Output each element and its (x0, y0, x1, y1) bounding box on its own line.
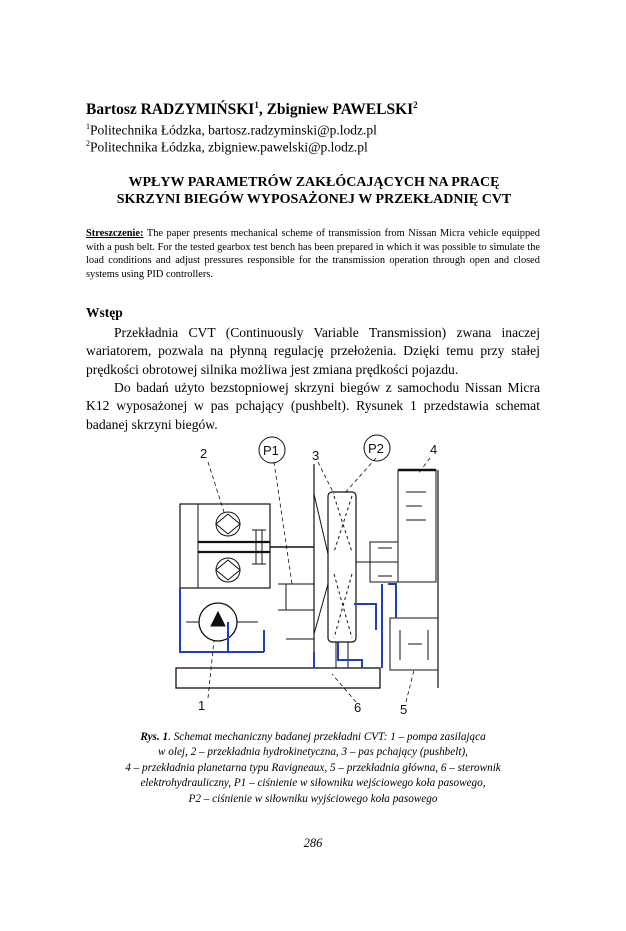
caption-line-3: 4 – przekładnia planetarna typu Ravigneaux, 5 – przekładnia główna, 6 – sterownik (125, 761, 501, 774)
main-gear (390, 470, 438, 688)
base-plate (176, 668, 380, 688)
label-6: 6 (354, 700, 362, 715)
cvt-schematic-figure (168, 434, 452, 722)
label-2: 2 (200, 446, 208, 461)
label-1: 1 (198, 698, 206, 713)
label-4: 4 (430, 442, 438, 457)
abstract (86, 227, 540, 281)
page-number: 286 (303, 836, 323, 850)
author-2-name: Zbigniew PAWELSKI (266, 101, 414, 119)
caption-rys-label: Rys. 1 (140, 731, 169, 743)
author-1-affil-mark: 1 (254, 100, 259, 110)
paragraph-2: Do badań użyto bezstopniowej skrzyni biegów z samochodu Nissan Micra K12 wyposażonej w pas pchający (pushbelt). Rysunek 1 przedstawia schemat badanej skrzyni biegów. (86, 380, 540, 432)
figure-caption (86, 730, 540, 807)
torque-converter (180, 504, 314, 588)
caption-line-2: w olej, 2 – przekładnia hydrokinetyczna, 3 – pas pchający (pushbelt), (158, 746, 468, 759)
label-p1: P1 (263, 443, 279, 458)
abstract-text: The paper presents mechanical scheme of transmission from Nissan Micra vehicle equipped with a push belt. For the tested gearbox test bench has been prepared in which it was possible to simulate the load conditions and adjust pressures responsible for the transmission operation through open and closed systems using PID controllers. (86, 228, 540, 280)
title-line-1: WPŁYW PARAMETRÓW ZAKŁÓCAJĄCYCH NA PRACĘ (128, 175, 500, 190)
input-shaft-and-pulley (278, 464, 328, 668)
caption-line-1 (86, 730, 540, 745)
affiliation-2-text: Politechnika Łódzka, zbigniew.pawelski@p.lodz.pl (90, 139, 368, 155)
section-title: Wstęp (86, 305, 123, 320)
caption-line-4: elektrohydrauliczny, P1 – ciśnienie w siłowniku wejściowego koła pasowego, (140, 777, 486, 790)
authors-line (86, 100, 546, 119)
affiliation-2 (86, 139, 546, 156)
caption-line-1-text: . Schemat mechaniczny badanej przekładni CVT: 1 – pompa zasilająca (168, 731, 486, 743)
paper-title (86, 174, 542, 208)
paragraph-1: Przekładnia CVT (Continuously Variable Transmission) zwana inaczej wariatorem, pozwala na płynną regulację przełożenia. Dzięki temu przy stałej prędkości obrotowej silnika możliwa jest zmiana prędkości pojazdu. (86, 325, 540, 377)
caption-line-5: P2 – ciśnienie w siłowniku wyjściowego koła pasowego (188, 792, 438, 805)
affiliation-1-mark: 1 (86, 122, 90, 131)
author-2-affil-mark: 2 (413, 100, 418, 110)
planetary-gear (356, 470, 436, 582)
affiliation-2-mark: 2 (86, 139, 90, 148)
author-separator: , (258, 101, 267, 119)
title-line-2: SKRZYNI BIEGÓW WYPOSAŻONEJ W PRZEKŁADNIĘ CVT (116, 192, 512, 207)
label-p2: P2 (368, 441, 384, 456)
leader-lines (208, 458, 430, 702)
label-5: 5 (400, 702, 408, 717)
label-3: 3 (312, 448, 320, 463)
author-1-name: Bartosz RADZYMIŃSKI (86, 101, 255, 119)
figure-labels (198, 441, 437, 717)
oil-pump (186, 603, 258, 641)
affiliation-1-text: Politechnika Łódzka, bartosz.radzyminski@p.lodz.pl (90, 122, 377, 138)
affiliation-1 (86, 122, 546, 139)
push-belt (328, 492, 356, 668)
abstract-label: Streszczenie: (86, 228, 144, 239)
